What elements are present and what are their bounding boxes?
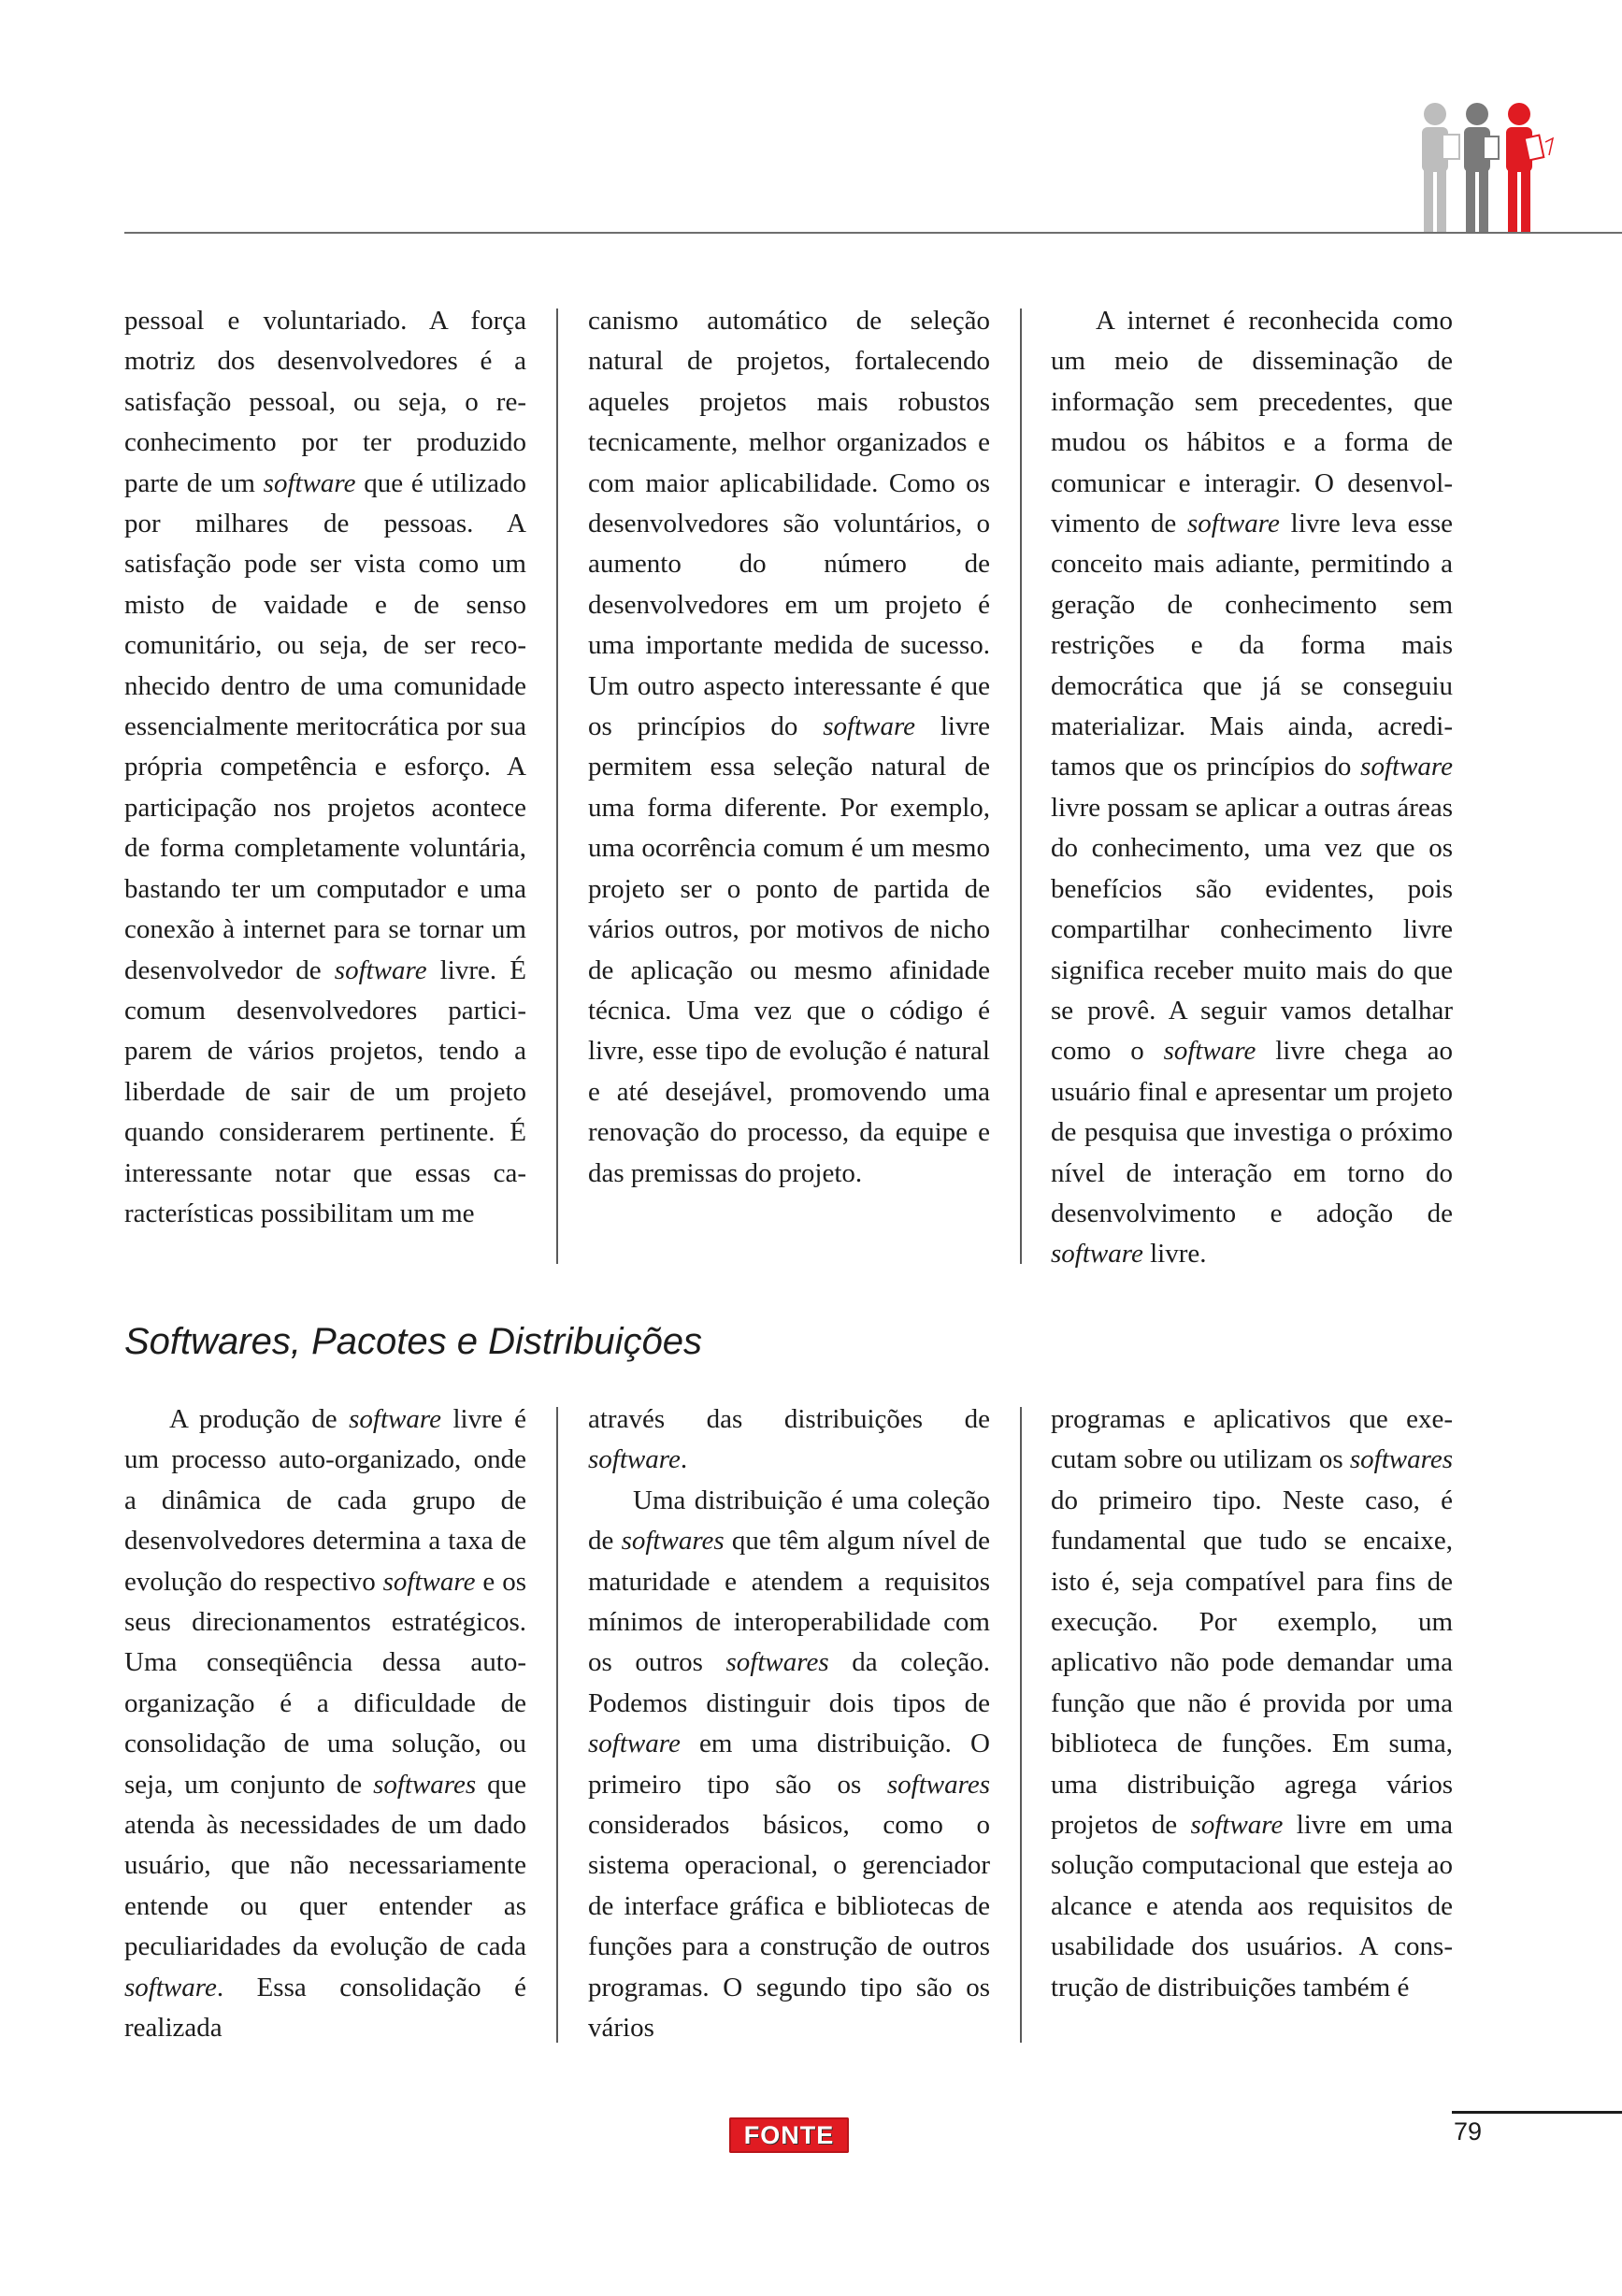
body-column-3 bbox=[1051, 301, 1453, 1275]
column-divider bbox=[1020, 1407, 1022, 2043]
italic-term: software bbox=[1360, 752, 1453, 782]
italic-term: software bbox=[1187, 509, 1280, 539]
paragraph bbox=[588, 1399, 990, 1481]
text-run: . Essa consolidação é realizada bbox=[124, 1972, 526, 2044]
text-run: livre leva esse conceito mais adiante, permitindo a geração de conhecimento sem restrições e da forma mais democrática que já se conseguiu materializar. Mais ainda, acreditamos que os princípios do bbox=[1051, 509, 1453, 782]
paragraph bbox=[124, 1399, 526, 2049]
people-icon bbox=[1407, 101, 1557, 234]
text-run: A produção de bbox=[169, 1404, 350, 1434]
text-run: Uma distribuição é uma coleção de bbox=[588, 1485, 990, 1557]
italic-term: software bbox=[823, 711, 916, 742]
text-run: que têm algum nível de maturidade e atendem a requisitos mínimos de interoperabilidade com os outros bbox=[588, 1526, 990, 1678]
page-number: 79 bbox=[1454, 2117, 1483, 2145]
text-run: pessoal e voluntariado. A força motriz dos desenvolvedores é a satisfação pessoal, ou seja, o reconhecimento por ter produzido parte de um bbox=[124, 306, 526, 498]
column-divider bbox=[1020, 309, 1022, 1264]
italic-term: softwares bbox=[886, 1769, 990, 1800]
paragraph bbox=[124, 301, 526, 1234]
text-run: considerados básicos, como o sistema operacional, o gerenciador de interface gráfica e bibliotecas de funções para a construção de outros programas. O segundo tipo são os vários bbox=[588, 1810, 990, 2044]
italic-term: software bbox=[588, 1729, 681, 1759]
italic-term: software bbox=[588, 1444, 681, 1475]
italic-term: softwares bbox=[373, 1769, 477, 1800]
header-rule bbox=[124, 232, 1622, 234]
column-divider bbox=[556, 309, 558, 1264]
italic-term: software bbox=[349, 1404, 441, 1434]
body-column-1 bbox=[124, 301, 526, 1234]
body-column-2 bbox=[588, 301, 990, 1194]
fonte-logo: FONTE bbox=[729, 2117, 849, 2153]
text-run: livre é um processo auto-organizado, onde a dinâmica de cada grupo de desenvolvedores determina a taxa de evolução do respectivo bbox=[124, 1404, 526, 1597]
footer-rule bbox=[1452, 2111, 1622, 2114]
section-column-3 bbox=[1051, 1399, 1453, 2008]
italic-term: software bbox=[1190, 1810, 1284, 1841]
italic-term: software bbox=[263, 467, 356, 498]
text-run: . bbox=[680, 1444, 688, 1475]
italic-term: softwares bbox=[1349, 1444, 1453, 1475]
italic-term: software bbox=[1051, 1239, 1143, 1270]
text-run: em uma distribuição. O primeiro tipo são os bbox=[588, 1729, 990, 1800]
section-column-1 bbox=[124, 1399, 526, 2049]
paragraph bbox=[1051, 1399, 1453, 2008]
paragraph bbox=[1051, 301, 1453, 1275]
paragraph bbox=[588, 301, 990, 1194]
text-run: livre. É comum desenvolvedores participarem de vários projetos, tendo a liberdade de sair de um projeto quando considerarem pertinente. É interessante notar que essas características possibilitam um me bbox=[124, 954, 526, 1228]
text-run: livre possam se aplicar a outras áreas do conhecimento, uma vez que os benefícios são evidentes, pois compartilhar conhecimento livre significa receber muito mais do que se provê. A seguir vamos detalhar como o bbox=[1051, 792, 1453, 1067]
italic-term: software bbox=[334, 954, 427, 985]
text-run: que atenda às necessidades de um dado usuário, que não necessariamente entende ou quer entender as peculiaridades da evolução de cada bbox=[124, 1769, 526, 1962]
italic-term: software bbox=[1163, 1036, 1256, 1067]
italic-term: software bbox=[124, 1972, 217, 2002]
text-run: canismo automático de seleção natural de projetos, fortalecendo aqueles projetos mais robustos tecnicamente, melhor organizados e com maior aplicabilidade. Como os desenvolvedores são voluntários, o aumento do número de desenvolvedores em um projeto é uma importante medida de sucesso. Um outro aspecto interessante é que os princípios do bbox=[588, 306, 990, 742]
text-run: livre. bbox=[1142, 1239, 1207, 1270]
text-run: A internet é reconhecida como um meio de disseminação de informação sem precedentes, que mudou os hábitos e a forma de comunicar e interagir. O desenvolvimento de bbox=[1051, 306, 1453, 539]
text-run: do primeiro tipo. Neste caso, é fundamental que tudo se encaixe, isto é, seja compatível para fins de execução. Por exemplo, um aplicativo não pode demandar uma função que não é provida por uma biblioteca de funções. Em suma, uma distribuição agrega vários projetos de bbox=[1051, 1485, 1453, 1841]
column-divider bbox=[556, 1407, 558, 2043]
paragraph bbox=[588, 1481, 990, 2049]
section-column-2 bbox=[588, 1399, 990, 2049]
text-run: através das distribuições de bbox=[588, 1404, 990, 1434]
italic-term: softwares bbox=[725, 1647, 829, 1678]
text-run: que é utilizado por milhares de pessoas. A satisfação pode ser vista como um misto de vaidade e de senso comunitário, ou seja, de ser reconhecido dentro de uma comunidade essencialmente meritocrática por sua própria competência e esforço. A participação nos projetos acontece de forma completamente voluntária, bastando ter um computador e uma conexão à internet para se tornar um desenvolvedor de bbox=[124, 467, 526, 985]
italic-term: softwares bbox=[621, 1526, 725, 1557]
section-heading: Softwares, Pacotes e Distribuições bbox=[124, 1321, 703, 1362]
text-run: livre permitem essa seleção natural de uma forma diferente. Por exemplo, uma ocorrência comum é um mesmo projeto ser o ponto de partida de vários outros, por motivos de nicho de aplicação ou mesmo afinidade técnica. Uma vez que o código é livre, esse tipo de evolução é natural e até desejável, promovendo uma renovação do processo, da equipe e das premissas do projeto. bbox=[588, 711, 990, 1188]
text-run: e os seus direcionamentos estratégicos. Uma conseqüência dessa auto-organização é a dificuldade de consolidação de uma solução, ou seja, um conjunto de bbox=[124, 1566, 526, 1800]
text-run: livre chega ao usuário final e apresentar um projeto de pesquisa que investiga o próximo nível de interação em torno do desenvolvimento e adoção de bbox=[1051, 1036, 1453, 1228]
text-run: livre em uma solução computacional que esteja ao alcance e atenda aos requisitos de usabilidade dos usuários. A construção de distribuições também é bbox=[1051, 1810, 1453, 2002]
text-run: da coleção. Podemos distinguir dois tipos de bbox=[588, 1647, 990, 1718]
italic-term: software bbox=[382, 1566, 476, 1597]
text-run: programas e aplicativos que executam sobre ou utilizam os bbox=[1051, 1404, 1453, 1475]
